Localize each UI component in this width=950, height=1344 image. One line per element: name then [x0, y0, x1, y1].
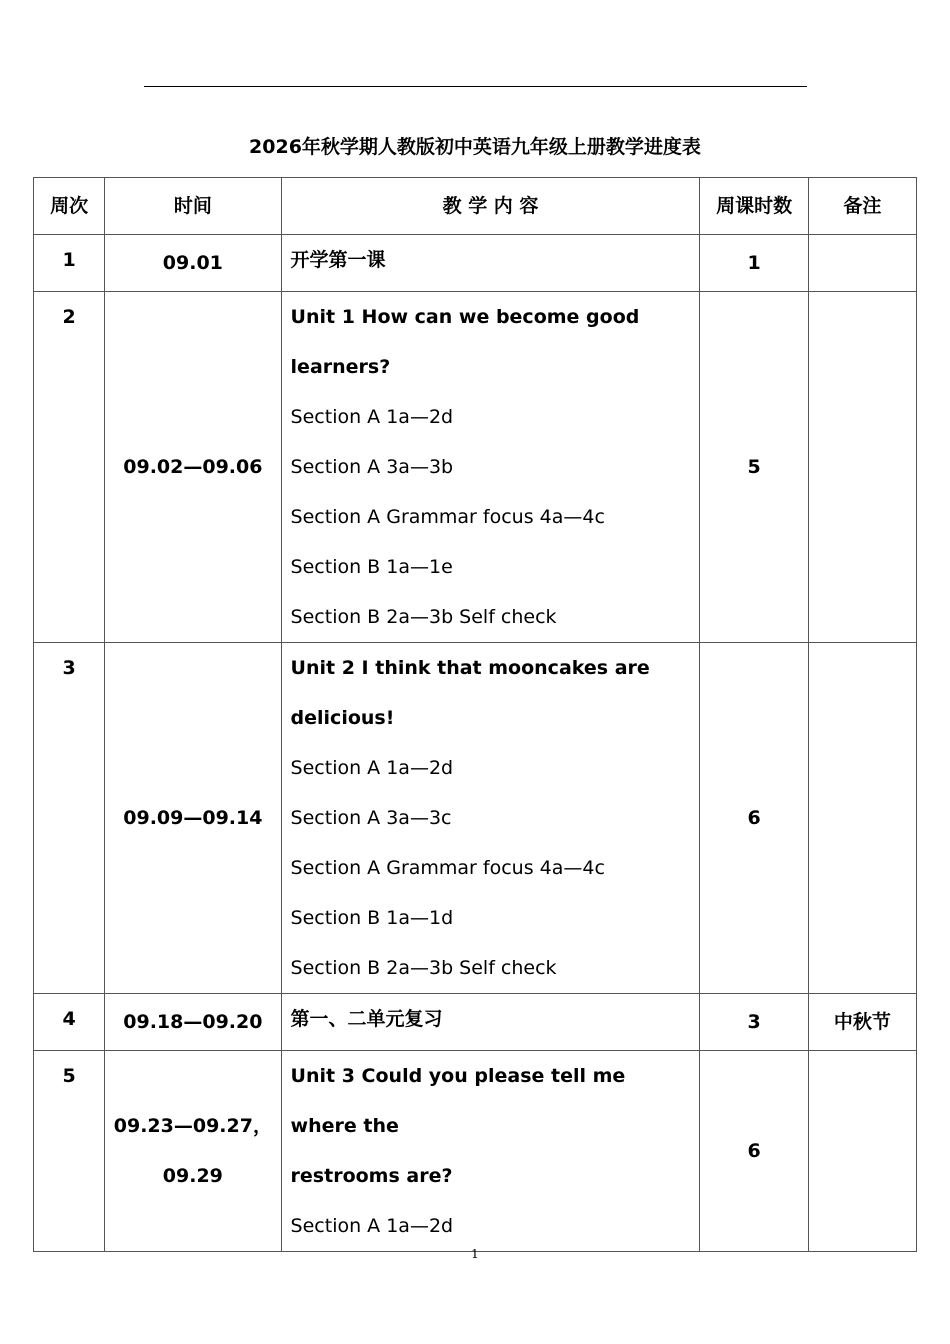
content-cell [281, 235, 700, 292]
hours-cell: 1 [700, 235, 808, 292]
date-cell [105, 235, 281, 292]
note-cell [808, 643, 916, 994]
unit-title-line: Unit 3 Could you please tell me where the [290, 1065, 626, 1137]
section-item: Section B 2a—3b Self check [290, 606, 557, 628]
content-cell [281, 1051, 700, 1252]
date-text: 09.09—09.14 [123, 807, 263, 829]
header-rule [144, 86, 807, 87]
header-content: 教 学 内 容 [281, 178, 700, 235]
section-item: Section B 1a—1d [290, 907, 454, 929]
date-text: 09.02—09.06 [123, 456, 263, 478]
week-cell [34, 994, 105, 1051]
section-item: Section A 1a—2d [290, 1215, 454, 1237]
week-cell [34, 1051, 105, 1252]
header-hours: 周课时数 [700, 178, 808, 235]
date-cell [105, 643, 281, 994]
week-cell [34, 643, 105, 994]
table-row [34, 235, 917, 292]
header-week: 周次 [34, 178, 105, 235]
note-cell [808, 292, 916, 643]
week-number: 4 [62, 1008, 76, 1030]
note-cell [808, 1051, 916, 1252]
unit-title-line: restrooms are? [290, 1165, 453, 1187]
week-number: 1 [62, 249, 76, 271]
content-cell [281, 994, 700, 1051]
week-cell [34, 292, 105, 643]
section-item: Section A 3a—3c [290, 807, 452, 829]
note-cell [808, 235, 916, 292]
hours-cell: 6 [700, 643, 808, 994]
date-text: 09.29 [162, 1165, 223, 1187]
hours-cell: 6 [700, 1051, 808, 1252]
date-cell [105, 1051, 281, 1252]
date-cell [105, 292, 281, 643]
document-title: 2026年秋学期人教版初中英语九年级上册教学进度表 [249, 136, 701, 158]
hours-cell: 3 [700, 994, 808, 1051]
unit-title-line: Unit 2 I think that mooncakes are [290, 657, 650, 679]
page-number: 1 [471, 1247, 479, 1261]
week-number: 2 [62, 306, 76, 328]
week-cell [34, 235, 105, 292]
unit-title-line: Unit 1 How can we become good [290, 306, 640, 328]
hours-cell: 5 [700, 292, 808, 643]
header-date: 时间 [105, 178, 281, 235]
unit-title-line: learners? [290, 356, 391, 378]
unit-title-line: delicious! [290, 707, 395, 729]
table-row [34, 1051, 917, 1252]
table-row [34, 292, 917, 643]
schedule-table [33, 177, 917, 1252]
section-item: Section A 1a—2d [290, 757, 454, 779]
date-text: 09.23—09.27， [113, 1115, 272, 1137]
section-item: Section B 2a—3b Self check [290, 957, 557, 979]
content-cell [281, 643, 700, 994]
date-cell [105, 994, 281, 1051]
section-item: Section A Grammar focus 4a—4c [290, 506, 605, 528]
note-cell: 中秋节 [808, 994, 916, 1051]
table-row [34, 643, 917, 994]
section-item: Section A 1a—2d [290, 406, 454, 428]
week-number: 3 [62, 657, 76, 679]
content-title: 开学第一课 [290, 249, 386, 271]
content-cell [281, 292, 700, 643]
date-text: 09.18—09.20 [123, 1011, 263, 1033]
week-number: 5 [62, 1065, 76, 1087]
section-item: Section B 1a—1e [290, 556, 453, 578]
section-item: Section A Grammar focus 4a—4c [290, 857, 605, 879]
table-header-row [34, 178, 917, 235]
date-text: 09.01 [162, 252, 223, 274]
table-row [34, 994, 917, 1051]
section-item: Section A 3a—3b [290, 456, 454, 478]
header-note: 备注 [808, 178, 916, 235]
content-title: 第一、二单元复习 [290, 1008, 443, 1030]
